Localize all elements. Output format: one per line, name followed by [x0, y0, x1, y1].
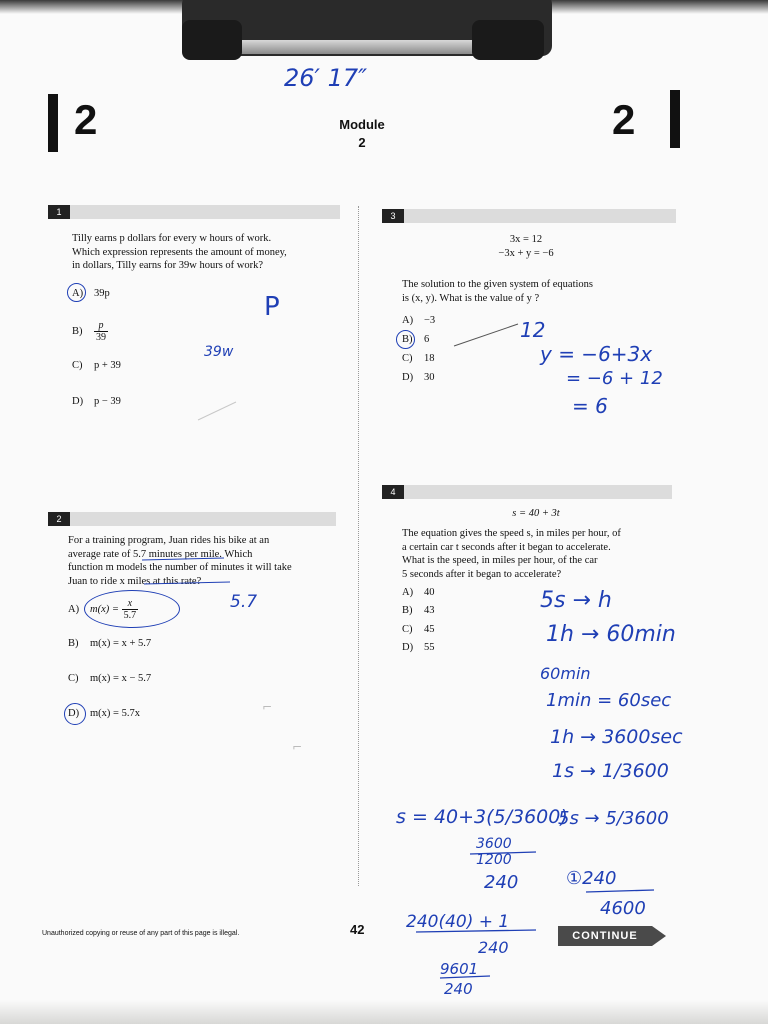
stem-line: What is the speed, in miles per hour, of the car	[402, 555, 598, 566]
handwriting-q4-line: 9601	[440, 960, 479, 978]
option-letter: C)	[402, 353, 413, 364]
question-2-header	[48, 512, 336, 526]
q4-equation: s = 40 + 3t	[512, 508, 560, 519]
stem-line: Tilly earns p dollars for every w hours of work.	[72, 233, 272, 244]
option-letter: C)	[72, 360, 83, 371]
answer-circle-q3	[396, 330, 415, 349]
handwriting-q4-line: s = 40+3(5/3600)	[396, 806, 568, 828]
equation-line: 3x = 12	[509, 234, 543, 245]
question-3-number: 3	[382, 209, 404, 223]
stem-line: a certain car t seconds after it began to accelerate.	[402, 541, 611, 553]
copyright-notice: Unauthorized copying or reuse of any part of this page is illegal.	[42, 930, 240, 937]
option-letter: A)	[68, 603, 80, 615]
handwriting-q3-line: 12	[520, 318, 546, 342]
page-number: 42	[350, 922, 365, 937]
option-text: m(x) =	[90, 603, 119, 615]
handwriting-q4-line: 5s → 5/3600	[558, 808, 669, 829]
answer-ellipse-q2	[84, 590, 180, 628]
option-text: p + 39	[94, 360, 121, 371]
handwriting-q4-line: 5s → h	[540, 588, 612, 613]
handwriting-q4-line: 1h → 60min	[546, 622, 676, 647]
handwriting-q3-line: = −6 + 12	[566, 368, 663, 389]
q3-option-c[interactable]	[402, 353, 435, 364]
stem-line: in dollars, Tilly earns for 39w hours of work?	[72, 260, 264, 271]
question-3-stem	[402, 278, 593, 305]
q3-option-d[interactable]	[402, 372, 435, 383]
handwriting-q4-line: 240(40) + 1	[406, 912, 510, 932]
option-letter: B)	[402, 334, 413, 345]
q2-option-c[interactable]	[68, 673, 151, 684]
option-letter: A)	[402, 315, 414, 326]
option-letter: C)	[402, 624, 413, 635]
option-text: 43	[424, 605, 435, 616]
fraction-denominator: 5.7	[123, 610, 137, 621]
handwriting-q1-p: P	[264, 292, 280, 322]
option-text: m(x) = x − 5.7	[90, 673, 152, 684]
handwriting-q4-line: 240	[484, 872, 519, 893]
stem-line: The equation gives the speed s, in miles per hour, of	[402, 528, 621, 539]
module-word: Module	[339, 117, 385, 132]
page-bottom-edge	[0, 1000, 768, 1024]
module-number: 2	[358, 135, 366, 150]
q4-option-b[interactable]	[402, 605, 435, 616]
q2-option-b[interactable]	[68, 638, 151, 649]
option-letter: D)	[68, 708, 80, 719]
option-letter: A)	[72, 288, 84, 299]
pencil-stroke	[196, 400, 240, 422]
handwritten-underlines	[138, 556, 238, 586]
clipboard-bar	[215, 40, 515, 54]
column-divider	[358, 206, 359, 886]
question-4-stem	[402, 527, 621, 581]
question-2-number: 2	[48, 512, 70, 526]
handwriting-q1-39w: 39w	[204, 344, 234, 360]
module-number-left: 2	[74, 96, 98, 143]
handwriting-q4-line: ①240	[566, 868, 617, 889]
handwriting-q4-line: 1200	[476, 852, 512, 868]
stem-line: function m models the number of minutes it will take	[68, 562, 292, 573]
stem-line: Which expression represents the amount of money,	[72, 246, 287, 258]
handwriting-q4-line: 3600	[476, 836, 512, 852]
handwriting-q4-line: 240	[478, 938, 509, 957]
handwriting-q2-57: 5.7	[230, 592, 258, 612]
question-1-header	[48, 205, 340, 219]
option-text: 18	[424, 353, 435, 364]
stem-line: The solution to the given system of equations	[402, 279, 594, 290]
stem-line: average rate of 5.7 minutes per mile. Which	[68, 548, 253, 560]
option-letter: B)	[402, 605, 413, 616]
answer-circle-q1	[67, 283, 86, 302]
handwriting-q4-line: 60min	[540, 664, 591, 683]
handwriting-q4-line: 4600	[600, 898, 646, 919]
q4-option-c[interactable]	[402, 624, 435, 635]
stem-line: For a training program, Juan rides his bike at an	[68, 535, 270, 546]
q3-option-a[interactable]	[402, 315, 435, 326]
question-1-stem	[72, 232, 287, 273]
option-text: 45	[424, 624, 435, 635]
option-letter: C)	[68, 673, 79, 684]
option-text: 40	[424, 587, 435, 598]
option-letter: D)	[402, 642, 414, 653]
pencil-marks: ⌐	[262, 700, 273, 714]
q1-option-d[interactable]	[72, 396, 121, 407]
option-letter: A)	[402, 587, 414, 598]
option-letter: B)	[72, 325, 83, 337]
q4-option-a[interactable]	[402, 587, 435, 598]
pencil-marks: ⌐	[292, 740, 303, 754]
option-letter: B)	[68, 638, 79, 649]
continue-arrow-icon	[652, 926, 666, 946]
stem-line: Juan to ride x miles at this rate?	[68, 575, 202, 587]
fraction-numerator: p	[94, 320, 108, 332]
option-text: 6	[424, 334, 430, 345]
option-text: 39p	[94, 288, 110, 299]
equation-line: −3x + y = −6	[498, 248, 554, 259]
option-text: m(x) = 5.7x	[90, 708, 140, 719]
pencil-stroke	[452, 320, 522, 350]
stem-line: 5 seconds after it began to accelerate?	[402, 568, 562, 580]
option-letter: D)	[72, 396, 84, 407]
question-1-number: 1	[48, 205, 70, 219]
handwritten-fraction-bars	[396, 840, 666, 990]
handwriting-q3-line: y = −6+3x	[540, 342, 653, 366]
option-text: p − 39	[94, 396, 121, 407]
handwriting-q3-line: = 6	[572, 394, 608, 418]
question-3-header	[382, 209, 676, 223]
fraction-numerator: x	[122, 598, 139, 610]
module-bar-left	[48, 94, 58, 152]
option-text: 30	[424, 372, 435, 383]
question-4-header	[382, 485, 672, 499]
q1-option-c[interactable]	[72, 360, 121, 371]
handwriting-q4-line: 1h → 3600sec	[550, 726, 683, 748]
option-text: −3	[424, 315, 436, 326]
clipboard-hinge-right	[472, 20, 544, 60]
module-bar-right	[670, 90, 680, 148]
handwriting-q4-line: 1min = 60sec	[546, 690, 672, 711]
option-text: m(x) = x + 5.7	[90, 638, 152, 649]
continue-button[interactable]: CONTINUE	[558, 926, 652, 946]
handwriting-q4-line: 240	[444, 980, 473, 998]
module-number-right: 2	[612, 96, 636, 143]
clipboard-hinge-left	[182, 20, 242, 60]
handwritten-timer: 26′ 17″	[284, 64, 368, 92]
option-letter: D)	[402, 372, 414, 383]
stem-line: is (x, y). What is the value of y ?	[402, 292, 540, 304]
fraction-denominator: 39	[96, 332, 106, 343]
q4-option-d[interactable]	[402, 642, 435, 653]
handwriting-q4-line: 1s → 1/3600	[552, 760, 669, 782]
option-text: 55	[424, 642, 435, 653]
question-4-number: 4	[382, 485, 404, 499]
fraction	[94, 320, 108, 343]
q1-option-b[interactable]	[72, 320, 108, 343]
q3-equations	[486, 234, 566, 259]
module-title	[330, 116, 394, 152]
answer-circle-q2	[64, 703, 86, 725]
